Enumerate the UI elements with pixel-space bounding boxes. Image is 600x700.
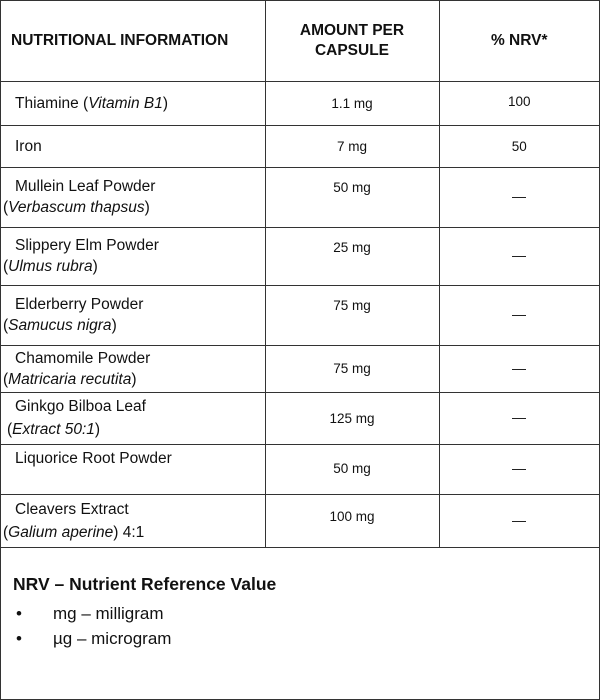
- nrv-cell: [439, 494, 599, 547]
- nutrition-table: [1, 1, 599, 548]
- bullet-icon: •: [16, 629, 22, 648]
- table-row: [1, 494, 599, 547]
- amount-cell: 7 mg: [265, 125, 439, 167]
- ingredient-name: Iron: [15, 137, 42, 155]
- table-header-row: [1, 1, 599, 81]
- table-row: [1, 392, 599, 444]
- ingredient-latin-name: (Ulmus rubra): [3, 258, 98, 275]
- amount-cell: 75 mg: [265, 285, 439, 345]
- amount-cell: 125 mg: [265, 392, 439, 444]
- nrv-cell: [439, 167, 599, 227]
- amount-cell: 1.1 mg: [265, 81, 439, 125]
- table-row: [1, 167, 599, 227]
- bullet-icon: •: [16, 604, 22, 623]
- nrv-legend-title: NRV – Nutrient Reference Value: [13, 574, 277, 594]
- nrv-legend: [13, 573, 583, 651]
- nrv-cell: [439, 345, 599, 392]
- units-list: [13, 601, 583, 651]
- dash-mark: [512, 197, 526, 198]
- amount-cell: 50 mg: [265, 167, 439, 227]
- table-row: [1, 444, 599, 494]
- ingredient-name: Thiamine (Vitamin B1): [15, 94, 169, 112]
- header-amount-line2: CAPSULE: [314, 41, 390, 59]
- dash-mark: [512, 469, 526, 470]
- ingredient-name-cell: [1, 81, 265, 125]
- ingredient-latin-name: (Matricaria recutita): [3, 370, 137, 388]
- dash-mark: [512, 315, 526, 316]
- header-amount-per-capsule: [265, 1, 439, 81]
- amount-cell: 100 mg: [265, 494, 439, 547]
- ingredient-name: Ginkgo Bilboa Leaf: [15, 398, 146, 415]
- table-row: [1, 285, 599, 345]
- list-item: [13, 601, 583, 626]
- ingredient-name: Slippery Elm Powder: [15, 237, 159, 254]
- amount-cell: 75 mg: [265, 345, 439, 392]
- table-row: [1, 345, 599, 392]
- ingredient-latin-name: (Extract 50:1): [7, 421, 101, 438]
- ingredient-name-cell: [1, 227, 265, 285]
- dash-mark: [512, 369, 526, 370]
- ingredient-name: Chamomile Powder: [15, 349, 151, 367]
- table-row: [1, 227, 599, 285]
- ingredient-name-cell: [1, 345, 265, 392]
- nrv-cell: [439, 392, 599, 444]
- ingredient-name-cell: [1, 494, 265, 547]
- ingredient-name-cell: [1, 285, 265, 345]
- ingredient-name: Cleavers Extract: [15, 500, 129, 518]
- dash-mark: [512, 256, 526, 257]
- nrv-cell: [439, 285, 599, 345]
- header-amount-line1: AMOUNT PER: [299, 21, 405, 39]
- ingredient-latin-name: (Samucus nigra): [3, 317, 117, 334]
- ingredient-name: Elderberry Powder: [15, 296, 144, 313]
- unit-definition: mg – milligram: [53, 604, 164, 623]
- header-nrv: % NRV*: [439, 1, 599, 81]
- ingredient-latin-name: (Galium aperine) 4:1: [3, 523, 145, 541]
- amount-cell: 50 mg: [265, 444, 439, 494]
- ingredient-name-cell: [1, 444, 265, 494]
- ingredient-name-cell: [1, 167, 265, 227]
- nrv-cell: 50: [439, 125, 599, 167]
- nrv-cell: [439, 227, 599, 285]
- ingredient-name: Liquorice Root Powder: [15, 449, 172, 467]
- dash-mark: [512, 418, 526, 419]
- nrv-cell: [439, 444, 599, 494]
- amount-cell: 25 mg: [265, 227, 439, 285]
- dash-mark: [512, 521, 526, 522]
- unit-definition: µg – microgram: [53, 629, 172, 648]
- ingredient-name-cell: [1, 392, 265, 444]
- nrv-cell: 100: [439, 81, 599, 125]
- list-item: [13, 626, 583, 651]
- table-row: [1, 81, 599, 125]
- ingredient-name: Mullein Leaf Powder: [15, 178, 156, 195]
- ingredient-name-cell: [1, 125, 265, 167]
- table-row: [1, 125, 599, 167]
- header-nutritional-information: NUTRITIONAL INFORMATION: [1, 1, 265, 81]
- ingredient-latin-name: (Verbascum thapsus): [3, 199, 150, 216]
